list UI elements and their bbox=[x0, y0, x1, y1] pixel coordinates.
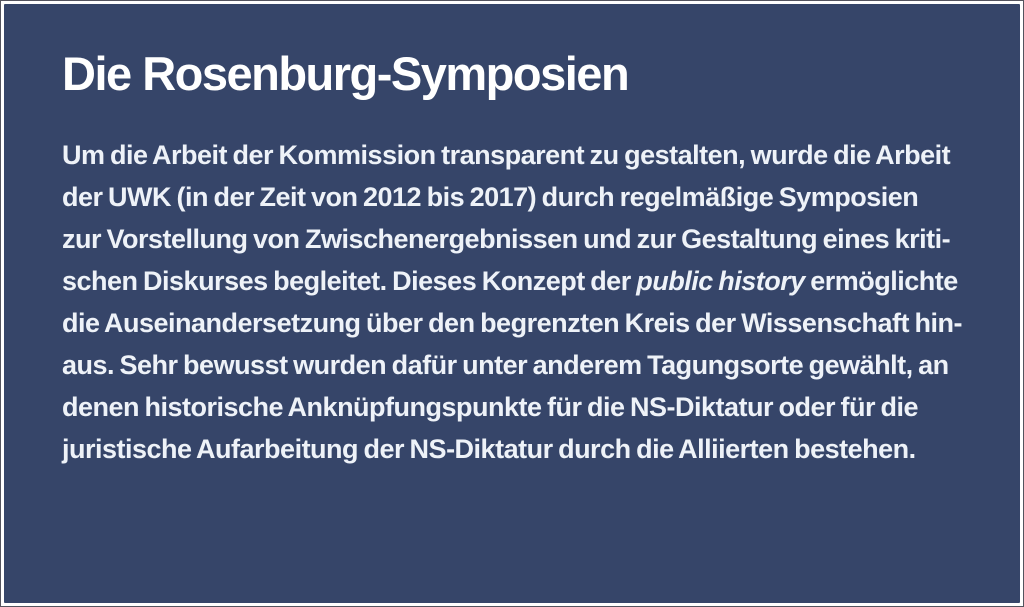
panel-title: Die Rosenburg-Symposien bbox=[62, 47, 629, 100]
paragraph-line-3: zur Vorstellung von Zwischenergebnissen und zur Gestaltung eines kriti- bbox=[62, 223, 951, 254]
line-4-pre-italic: schen Diskurses begleitet. Dieses Konzept der bbox=[62, 265, 637, 296]
paragraph-line-8: juristische Aufarbeitung der NS-Diktatur durch die Alliierten bestehen. bbox=[62, 433, 916, 464]
paragraph-line-7: denen historische Anknüpfungspunkte für die NS-Diktatur oder für die bbox=[62, 391, 919, 422]
panel-paragraph bbox=[62, 134, 1020, 470]
paragraph-line-4 bbox=[62, 260, 1020, 302]
paragraph-line-5: die Auseinandersetzung über den begrenzten Kreis der Wissenschaft hin- bbox=[62, 307, 962, 338]
paragraph-line-2: der UWK (in der Zeit von 2012 bis 2017) durch regelmäßige Symposien bbox=[62, 181, 919, 212]
paragraph-line-1: Um die Arbeit der Kommission transparent zu gestalten, wurde die Arbeit bbox=[62, 139, 951, 170]
public-history-italic-term: public history bbox=[636, 265, 805, 296]
line-4-post-italic: ermöglichte bbox=[804, 265, 958, 296]
paragraph-line-6: aus. Sehr bewusst wurden dafür unter anderem Tagungsorte gewählt, an bbox=[62, 349, 949, 380]
rosenburg-symposien-panel bbox=[4, 4, 1020, 603]
